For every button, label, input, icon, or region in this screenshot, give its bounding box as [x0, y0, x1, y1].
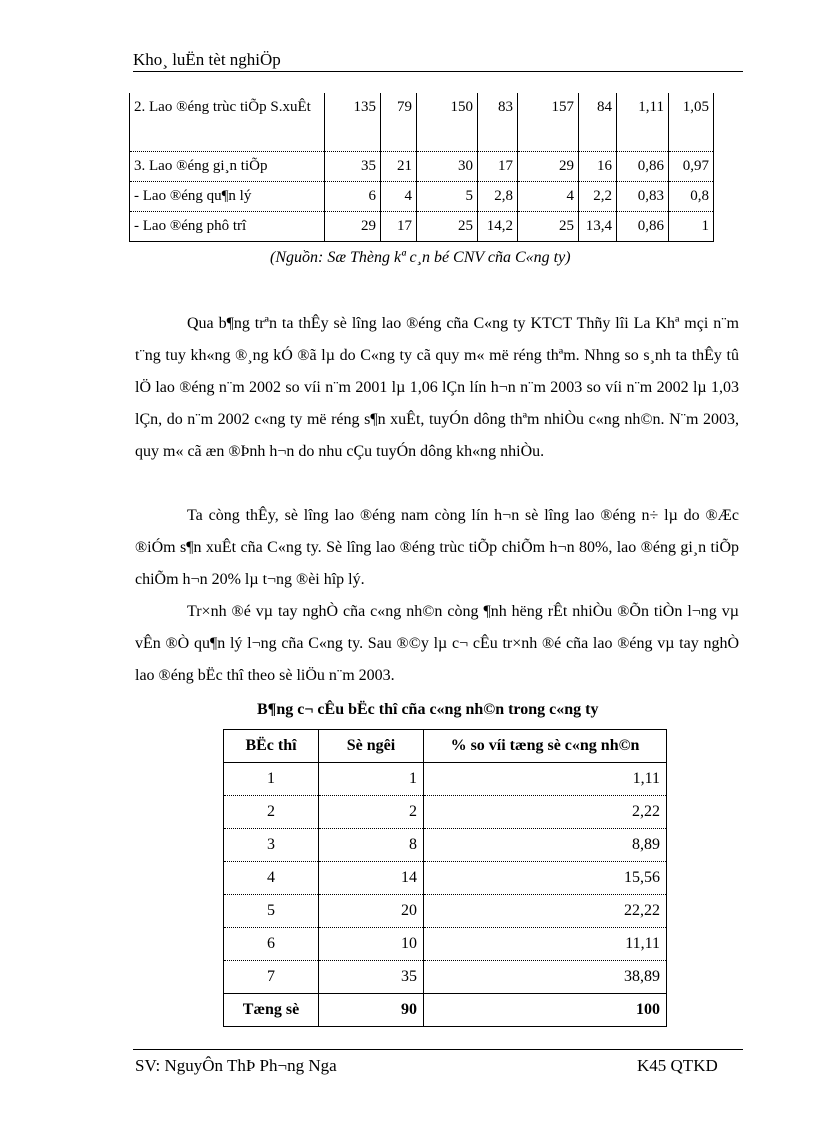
- table-cell: 1: [669, 212, 714, 242]
- column-header: % so víi tæng sè c«ng nh©n: [424, 730, 667, 763]
- table-cell: 15,56: [424, 862, 667, 895]
- table-cell: 4: [224, 862, 319, 895]
- table-cell: 8,89: [424, 829, 667, 862]
- row-label: - Lao ®éng qu¶n lý: [130, 182, 325, 212]
- table-cell: 90: [319, 994, 424, 1027]
- table-cell: 17: [478, 152, 518, 182]
- column-header: Sè ngêi: [319, 730, 424, 763]
- table-cell: 2: [224, 796, 319, 829]
- table-row: [130, 93, 714, 152]
- table-cell: 0,97: [669, 152, 714, 182]
- skill-grade-table: [223, 729, 667, 1027]
- footer-rule: [133, 1049, 743, 1050]
- table-cell: 3: [224, 829, 319, 862]
- table-cell: 35: [325, 152, 381, 182]
- table-header-row: [224, 730, 667, 763]
- footer-author: SV: NguyÔn ThÞ Ph¬ng Nga: [135, 1056, 337, 1075]
- table-row: [224, 961, 667, 994]
- table-cell: 16: [579, 152, 617, 182]
- table-cell: 22,22: [424, 895, 667, 928]
- table-cell: 29: [325, 212, 381, 242]
- table-row: [224, 895, 667, 928]
- paragraph-labor-gender: Ta còng thÊy, sè lîng lao ®éng nam còng lín h¬n sè lîng lao ®éng n÷ lµ do ®Æc ®iÓm s¶n xuÊt cña C«ng ty. Sè lîng lao ®éng trùc tiÕp chiÕm h¬n 80%, lao ®éng gi¸n tiÕp chiÕm h¬n 20% lµ t¬ng ®èi hîp lý.: [135, 507, 739, 588]
- table-cell: 100: [424, 994, 667, 1027]
- table-row: [130, 212, 714, 242]
- table-cell: 35: [319, 961, 424, 994]
- table-row: [130, 182, 714, 212]
- table-cell: 25: [417, 212, 478, 242]
- row-label: 3. Lao ®éng gi¸n tiÕp: [130, 152, 325, 182]
- table-cell: 83: [478, 93, 518, 152]
- table-cell: 14: [319, 862, 424, 895]
- table-cell: 11,11: [424, 928, 667, 961]
- table-row: [224, 796, 667, 829]
- table-cell: 2: [319, 796, 424, 829]
- table-cell: 25: [518, 212, 579, 242]
- header-rule: [133, 71, 743, 72]
- table-cell: 84: [579, 93, 617, 152]
- table-cell: 17: [381, 212, 417, 242]
- table-cell: 79: [381, 93, 417, 152]
- table-cell: 21: [381, 152, 417, 182]
- table-cell: 150: [417, 93, 478, 152]
- table-cell: 0,86: [617, 212, 669, 242]
- table-cell: 2,2: [579, 182, 617, 212]
- table-cell: 1,05: [669, 93, 714, 152]
- table-cell: 8: [319, 829, 424, 862]
- source-note: (Nguồn: Sæ Thèng kª c¸n bé CNV cña C«ng ty): [270, 249, 571, 266]
- row-label: - Lao ®éng phô trî: [130, 212, 325, 242]
- table-cell: 1,11: [617, 93, 669, 152]
- table-cell: 4: [381, 182, 417, 212]
- table-row: [224, 928, 667, 961]
- table-cell: 157: [518, 93, 579, 152]
- table-cell: 1: [319, 763, 424, 796]
- table-cell: 1: [224, 763, 319, 796]
- table-cell: 135: [325, 93, 381, 152]
- table-row: [224, 862, 667, 895]
- table-cell: 13,4: [579, 212, 617, 242]
- skill-table-title: B¶ng c¬ cÊu bËc thî cña c«ng nh©n trong c«ng ty: [257, 701, 599, 718]
- table-cell: 20: [319, 895, 424, 928]
- row-label: 2. Lao ®éng trùc tiÕp S.xuÊt: [130, 93, 325, 152]
- column-header: BËc thî: [224, 730, 319, 763]
- table-cell: Tæng sè: [224, 994, 319, 1027]
- table-total-row: [224, 994, 667, 1027]
- table-row: [224, 829, 667, 862]
- table-cell: 2,22: [424, 796, 667, 829]
- table-cell: 5: [417, 182, 478, 212]
- table-row: [130, 152, 714, 182]
- table-cell: 6: [224, 928, 319, 961]
- table-cell: 2,8: [478, 182, 518, 212]
- footer-class: K45 QTKD: [637, 1056, 718, 1075]
- paragraph-skill-level: Tr×nh ®é vµ tay nghÒ cña c«ng nh©n còng ¶nh hëng rÊt nhiÒu ®Õn tiÒn l¬ng vµ vÊn ®Ò qu¶n lý l¬ng cña C«ng ty. Sau ®©y lµ c¬ cÊu tr×nh ®é cña lao ®éng vµ tay nghÒ lao ®éng bËc thî theo sè liÖu n¨m 2003.: [135, 603, 739, 684]
- table-cell: 0,86: [617, 152, 669, 182]
- table-row: [224, 763, 667, 796]
- labor-table: [129, 93, 714, 242]
- table-cell: 5: [224, 895, 319, 928]
- table-cell: 30: [417, 152, 478, 182]
- table-cell: 38,89: [424, 961, 667, 994]
- paragraph-labor-growth: Qua b¶ng trªn ta thÊy sè lîng lao ®éng cña C«ng ty KTCT Thñy lîi La Khª mçi n¨m t¨ng tuy kh«ng ®¸ng kÓ ®ã lµ do C«ng ty cã quy m« më réng thªm. Nhng so s¸nh ta thÊy tû lÖ lao ®éng n¨m 2002 so víi n¨m 2001 lµ 1,06 lÇn lín h¬n n¨m 2003 so víi n¨m 2002 lµ 1,03 lÇn, do n¨m 2002 c«ng ty më réng s¶n xuÊt, tuyÓn dông thªm nhiÒu c«ng nh©n. N¨m 2003, quy m« cã æn ®Þnh h¬n do nhu cÇu tuyÓn dông kh«ng nhiÒu.: [135, 315, 739, 460]
- table-cell: 29: [518, 152, 579, 182]
- table-cell: 7: [224, 961, 319, 994]
- page-header-title: Kho¸ luËn tèt nghiÖp: [133, 50, 281, 69]
- table-cell: 0,83: [617, 182, 669, 212]
- table-cell: 0,8: [669, 182, 714, 212]
- table-cell: 10: [319, 928, 424, 961]
- table-cell: 6: [325, 182, 381, 212]
- table-cell: 4: [518, 182, 579, 212]
- table-cell: 14,2: [478, 212, 518, 242]
- table-cell: 1,11: [424, 763, 667, 796]
